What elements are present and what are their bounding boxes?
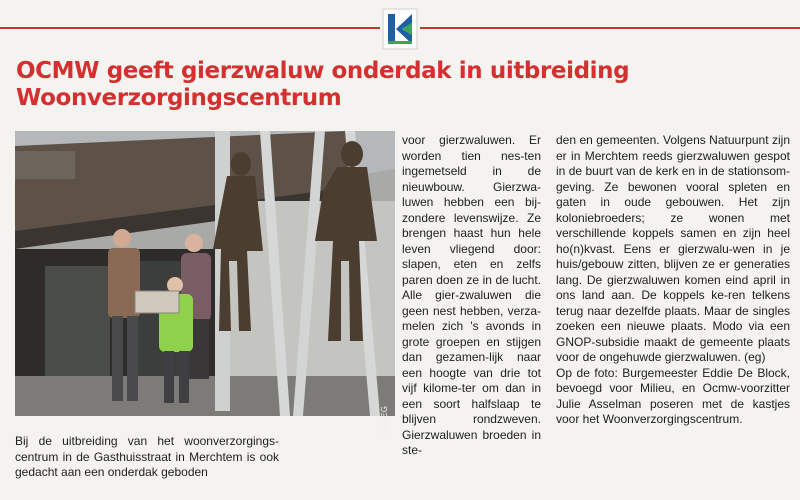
photo-caption: Op de foto: Burgemeester Eddie De Block, bevoegd voor Milieu, en Ocmw-voorzitter Julie Asselman poseren met de kastjes voor het Woonverzorgingscentrum. (556, 365, 790, 426)
column-3-text: den en gemeenten. Volgens Natuurpunt zijn er in Merchtem reeds gierzwaluwen gespot in de buurt van de kerk en in de stationsom-geving. Ze bewonen vooral spleten en gaten in oude gebouwen. Het zijn koloniebroeders; ze wonen met verschillende koppels samen en zijn heel ho(n)kvast. Eens er gierzwalu-wen in je huis/gebouw zitten, blijven ze er generaties lang. De gierzwaluwen komen eind april in ons land aan. De koppels ke-ren telkens terug naar dezelfde plaats. Maar de singles zoeken een nieuwe plaats. Modo via een GNOP-subsidie maakt de gemeente plaats voor de ongehuwde gierzwaluwen. (eg) (556, 133, 790, 364)
column-2-text: voor gierzwaluwen. Er worden tien nes-ten ingemetseld in de nieuwbouw. Gierzwa-luwen hebben een bij-zondere levenswijze. Ze brengen haast hun hele leven vliegend door: slapen, eten en zelfs paren doen ze in de lucht. Alle gier-zwaluwen die geen nest hebben, verza-melen zich 's avonds in grote groepen en stijgen dan gezamen-lijk naar een hoogte van drie tot vijf kilome-ter om dan in een soort halfslaap te blijven rondzweven. Gierzwaluwen broeden in ste- (402, 133, 541, 457)
article-headline: OCMW geeft gierzwaluw onderdak in uitbreiding Woonverzorgingscentrum (16, 58, 630, 111)
header-rule-right (420, 27, 800, 29)
article-column-2 (402, 133, 541, 459)
photo-illustration (15, 131, 395, 416)
column-1-text: Bij de uitbreiding van het woonverzorgings-centrum in de Gasthuisstraat in Merchtem is ook gedacht aan een onderdak geboden (15, 434, 279, 479)
article-column-1 (15, 434, 279, 481)
article-column-3 (556, 133, 790, 428)
header-rule-left (0, 27, 380, 29)
k-logo (383, 9, 417, 49)
photo-credit: Foto EG (380, 406, 389, 436)
article-photo (15, 131, 395, 436)
